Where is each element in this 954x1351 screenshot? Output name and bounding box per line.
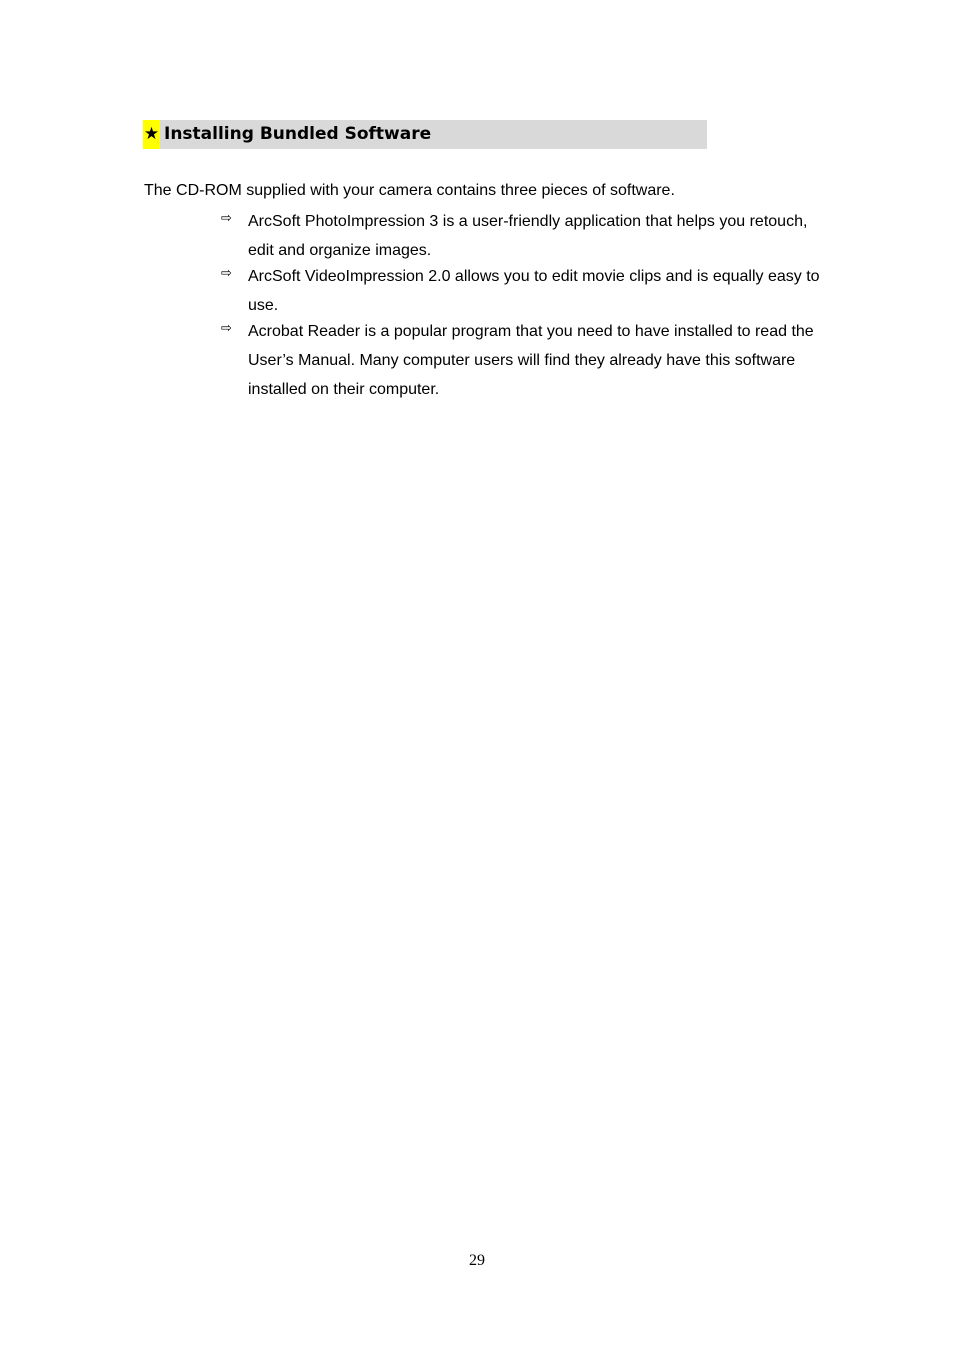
star-icon: ★ [143,120,160,149]
arrow-right-icon: ⇨ [221,266,232,281]
intro-paragraph: The CD-ROM supplied with your camera contains three pieces of software. [144,182,675,199]
list-item [221,207,821,265]
list-item-text: Acrobat Reader is a popular program that you need to have installed to read the User’s Manual. Many computer users will find they already have this software installed on their computer. [248,323,814,398]
list-item-text: ArcSoft PhotoImpression 3 is a user-friendly application that helps you retouch, edit and organize images. [248,213,808,259]
list-item [221,262,821,320]
arrow-right-icon: ⇨ [221,211,232,226]
page-number: 29 [469,1252,485,1269]
section-heading [143,120,707,149]
section-title: Installing Bundled Software [164,124,432,144]
list-item [221,317,821,404]
list-item-text: ArcSoft VideoImpression 2.0 allows you to edit movie clips and is equally easy to use. [248,268,820,314]
arrow-right-icon: ⇨ [221,321,232,336]
software-list [221,210,821,404]
